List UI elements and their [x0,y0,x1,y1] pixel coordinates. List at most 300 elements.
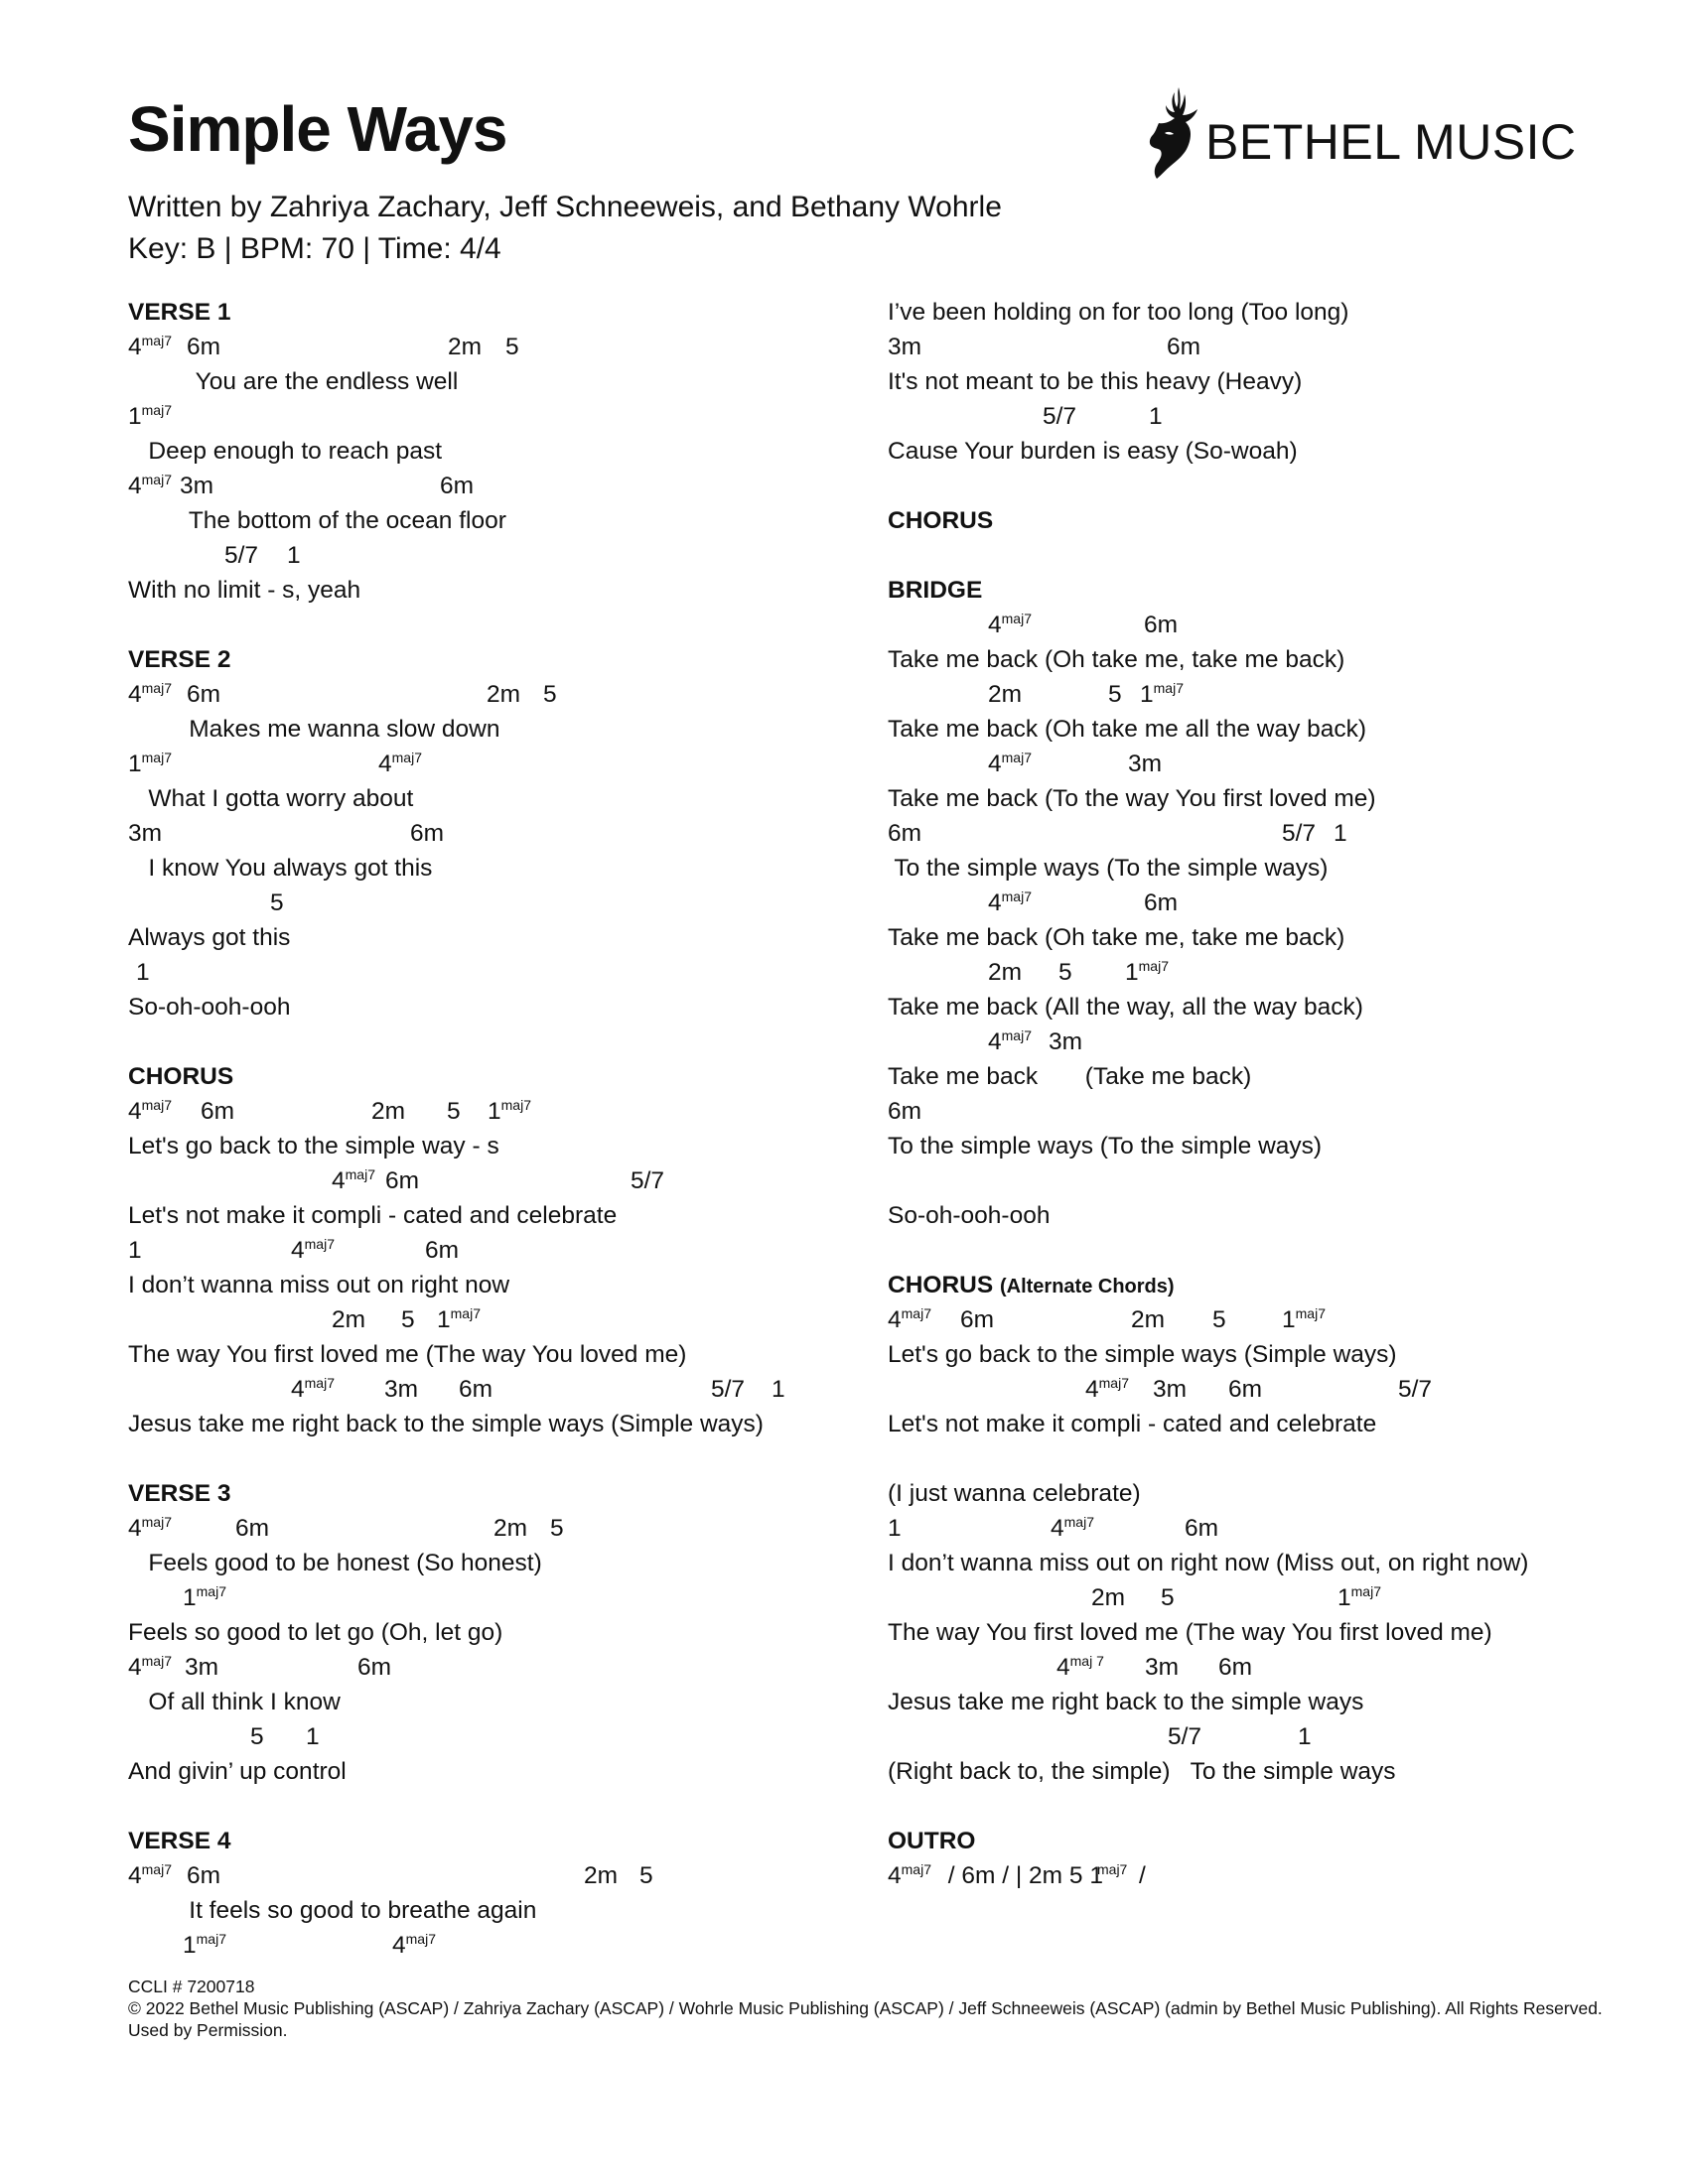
chord [1167,330,1200,364]
chord-root: 5 [639,1862,653,1889]
chord [1051,1511,1094,1549]
chord [1161,1580,1175,1615]
chord-line [888,1511,1583,1546]
chord [250,1719,264,1754]
chord [270,886,284,920]
chord [888,816,921,851]
left-column [128,295,843,1963]
chord-line [888,816,1583,851]
chord [1131,1302,1165,1337]
chord-quality: maj 7 [1069,1653,1104,1669]
chord [332,1302,365,1337]
chord [888,1302,931,1340]
chord-quality: maj7 [196,1931,226,1947]
chord-root: 5 [1058,959,1072,986]
chord-root: 6m [235,1515,270,1542]
lyric-line: The bottom of the ocean floor [128,507,506,534]
chord [988,1024,1032,1062]
chord-root: 4 [128,334,142,360]
section-heading [128,295,843,330]
chord-root: 4 [291,1237,305,1264]
chord [1056,1650,1104,1688]
chord-root: 2m [988,959,1023,986]
chord-root: 1 [183,1584,197,1611]
blank-line [128,1789,843,1824]
lyric-line: (I just wanna celebrate) [888,1480,1141,1507]
chord-root: 4 [888,1862,902,1889]
chord-line [888,1858,1583,1893]
chord-quality: maj7 [1001,611,1032,626]
section-heading-label: CHORUS [888,1272,994,1298]
chord-root: 6m [960,1306,995,1333]
chord [941,1858,1103,1893]
blank-line [888,538,1583,573]
blank-line [888,1233,1583,1268]
chord-root: 5 [1161,1584,1175,1611]
chord-root: 1 [488,1098,501,1125]
chord [1043,399,1076,434]
chord-root: 5 [270,889,284,916]
chord-root: 4 [988,889,1002,916]
chord-line [128,1928,843,1963]
chord [187,330,220,364]
chord [128,469,172,506]
chord-line [128,1719,843,1754]
right-column [888,295,1583,1893]
section-heading-label: CHORUS [128,1063,234,1090]
chord-root: 5/7 [1398,1376,1433,1403]
chord [128,1650,172,1688]
lyric-line: The way You first loved me (The way You first loved me) [888,1619,1492,1646]
chord [287,538,301,573]
chord [772,1372,785,1407]
section-heading [888,1268,1583,1302]
chord [128,677,172,715]
chord [1218,1650,1252,1685]
chord [128,816,162,851]
chord-root: 5 [543,681,557,708]
chord-root: 3m [384,1376,419,1403]
chord-quality: maj7 [141,1861,172,1877]
section-heading [128,642,843,677]
chord [1185,1511,1218,1546]
deer-head-icon [1144,85,1201,181]
lyric-line: What I gotta worry about [128,785,414,812]
chord-root: 4 [128,1862,142,1889]
chord-quality: maj7 [1153,680,1184,696]
chord [187,1858,220,1893]
chord-root: 6m [440,473,475,499]
chord [1128,747,1162,781]
chord-root: 1 [136,959,150,986]
chord-root: / [1139,1862,1146,1889]
chord-root: 5 [401,1306,415,1333]
blank-line [888,469,1583,503]
chord-line [128,1372,843,1407]
chord-root: 6m [187,334,221,360]
chord-line [128,1858,843,1893]
chord [425,1233,459,1268]
chord [384,1372,418,1407]
song-writers: Written by Zahriya Zachary, Jeff Schneeweis, and Bethany Wohrle [128,191,1002,223]
chord [1282,816,1316,851]
section-heading-label: VERSE 3 [128,1480,231,1507]
chord [128,747,172,784]
chord [505,330,519,364]
chord [1108,677,1122,712]
chord-line [128,955,843,990]
chord [988,886,1032,923]
chord-quality: maj7 [141,472,172,487]
chord-root: 2m [988,681,1023,708]
section-heading [888,1824,1583,1858]
chord-root: 1 [306,1723,320,1750]
chord-line [888,677,1583,712]
chord-quality: maj7 [304,1375,335,1391]
chord [1144,886,1178,920]
chord-quality: maj7 [1001,888,1032,904]
chord-root: 1 [128,751,142,777]
chord [1149,399,1163,434]
chord-line [128,747,843,781]
chord-line [128,1302,843,1337]
chord-quality: maj7 [405,1931,436,1947]
chord [1212,1302,1226,1337]
chord-line [888,886,1583,920]
lyric-line: Jesus take me right back to the simple ways [888,1689,1364,1715]
lyric-line: And givin’ up control [128,1758,347,1785]
chord [988,955,1022,990]
chord [1228,1372,1262,1407]
chord-line [128,816,843,851]
chord-quality: maj7 [1063,1514,1094,1530]
chord [493,1511,527,1546]
footer [128,1976,1608,2041]
lyric-line: Cause Your burden is easy (So-woah) [888,438,1298,465]
blank-line [888,1163,1583,1198]
chord-root: 5 [1108,681,1122,708]
chord-line [128,399,843,434]
lyric-line: Take me back (Oh take me all the way back) [888,716,1367,743]
chord-line [888,1580,1583,1615]
chord-root: 6m [385,1167,420,1194]
chord-root: 5/7 [1168,1723,1202,1750]
lyric-line: I don’t wanna miss out on right now (Miss out, on right now) [888,1550,1529,1576]
chord-root: 2m [448,334,483,360]
chord-line [888,747,1583,781]
chord-root: 6m [1144,889,1179,916]
chord [235,1511,269,1546]
chord-root: 6m [1185,1515,1219,1542]
chord [128,330,172,367]
chord [459,1372,492,1407]
chord-quality: maj7 [1295,1305,1326,1321]
chord-quality: maj7 [391,750,422,765]
chord [1139,1858,1146,1893]
chord-root: 6m [1167,334,1201,360]
section-heading [128,1824,843,1858]
chord [183,1580,226,1618]
lyric-line: I don’t wanna miss out on right now [128,1272,510,1298]
lyric-line: Take me back (Oh take me, take me back) [888,646,1345,673]
chord-root: 1 [128,403,142,430]
chord-root: 6m [357,1654,392,1681]
chord [1153,1372,1187,1407]
blank-line [888,1789,1583,1824]
chord-root: 2m [584,1862,619,1889]
chord-root: 5 [447,1098,461,1125]
lyric-line: Let's go back to the simple ways (Simple ways) [888,1341,1397,1368]
chord-line [888,1719,1583,1754]
chord-root: 5 [1212,1306,1226,1333]
chord [437,1302,481,1340]
chord [448,330,482,364]
chord [488,1094,531,1132]
lyric-line: Let's not make it compli - cated and celebrate [888,1411,1377,1437]
chord [180,469,213,503]
chord-root: 1 [1149,403,1163,430]
chord-root: 4 [378,751,392,777]
section-heading-label: BRIDGE [888,577,983,604]
chord-root: 6m [1218,1654,1253,1681]
chord [392,1928,436,1966]
chord [201,1094,234,1129]
lyric-line: So-oh-ooh-ooh [128,994,291,1021]
lyric-line: To the simple ways (To the simple ways) [888,855,1329,882]
chord [447,1094,461,1129]
chord-quality: maj7 [450,1305,481,1321]
section-heading [888,503,1583,538]
chord [410,816,444,851]
chord-line [128,1094,843,1129]
chord-root: 6m [888,820,922,847]
chord-line [128,1650,843,1685]
lyric-line: To the simple ways (To the simple ways) [888,1133,1323,1160]
lyric-line: With no limit - s, yeah [128,577,361,604]
chord-line [128,677,843,712]
lyric-line: Makes me wanna slow down [128,716,500,743]
chord-root: 3m [128,820,163,847]
blank-line [128,1441,843,1476]
chord [1144,608,1178,642]
lyric-line: Of all think I know [128,1689,341,1715]
chord [1298,1719,1312,1754]
section-heading [888,573,1583,608]
chord [1145,1650,1179,1685]
chord-root: 6m [459,1376,493,1403]
lyric-line: You are the endless well [128,368,459,395]
chord [440,469,474,503]
chord-root: 4 [888,1306,902,1333]
chord [401,1302,415,1337]
chord [1398,1372,1432,1407]
chord-root: 4 [128,473,142,499]
chord-root: 2m [1131,1306,1166,1333]
chord [1049,1024,1082,1059]
chord-root: 5/7 [631,1167,665,1194]
chord-line [128,1580,843,1615]
chord-root: 4 [291,1376,305,1403]
chord [639,1858,653,1893]
chord-root: 4 [332,1167,346,1194]
chord [1282,1302,1326,1340]
chord [988,608,1032,645]
brand-name: BETHEL MUSIC [1205,114,1577,170]
chord-root: 1 [287,542,301,569]
section-heading-label: VERSE 2 [128,646,231,673]
section-heading-label: OUTRO [888,1828,976,1854]
chord-line [128,1511,843,1546]
section-heading-label: VERSE 4 [128,1828,231,1854]
song-title: Simple Ways [128,93,507,165]
chord-root: 4 [128,1654,142,1681]
chord [136,955,150,990]
chord-root: 1 [1282,1306,1296,1333]
chord-root: 1 [888,1515,902,1542]
chord-quality: maj7 [1001,1027,1032,1043]
chord-root: 1 [772,1376,785,1403]
chord [960,1302,994,1337]
chord [1125,955,1169,993]
chord [183,1928,226,1966]
chord-root: 5/7 [224,542,259,569]
chord-quality: maj7 [141,402,172,418]
bethel-music-logo [1144,85,1577,181]
lyric-line: Let's go back to the simple way - s [128,1133,499,1160]
section-heading-label: VERSE 1 [128,299,231,326]
chord [1337,1580,1381,1618]
lyric-line: So-oh-ooh-ooh [888,1202,1051,1229]
chord-quality: maj7 [141,333,172,348]
blank-line [888,1441,1583,1476]
chord-root: 5/7 [1282,820,1317,847]
lyric-line: (Right back to, the simple) To the simple ways [888,1758,1396,1785]
chord-root: / 6m / | 2m 5 1 [941,1862,1103,1889]
chord-quality: maj7 [500,1097,531,1113]
chord [128,1858,172,1896]
chord-root: 1 [1125,959,1139,986]
chord [291,1233,335,1271]
lyric-line: Feels so good to let go (Oh, let go) [128,1619,503,1646]
chord-root: 2m [487,681,521,708]
chord-line [128,886,843,920]
chord-root: 4 [988,1028,1002,1055]
chord-root: 6m [1228,1376,1263,1403]
chord-quality: maj7 [1138,958,1169,974]
lyric-line: Let's not make it compli - cated and celebrate [128,1202,618,1229]
chord-quality: maj7 [141,750,172,765]
chord-root: 1 [128,1237,142,1264]
chord-root: 5 [505,334,519,360]
chord-root: 4 [1051,1515,1064,1542]
chord-root: 4 [128,1515,142,1542]
chord-quality: maj7 [196,1583,226,1599]
chord-root: 4 [128,1098,142,1125]
chord-root: 6m [888,1098,922,1125]
chord-root: 1 [1298,1723,1312,1750]
lyric-line: I know You always got this [128,855,433,882]
lyric-line: Take me back (To the way You first loved me) [888,785,1376,812]
lyric-line: Jesus take me right back to the simple ways (Simple ways) [128,1411,764,1437]
chord-root: 1 [1337,1584,1351,1611]
chord-quality: maj7 [1097,1861,1128,1877]
blank-line [128,608,843,642]
chord-root: 3m [888,334,922,360]
chord-root: 5/7 [711,1376,746,1403]
chord [357,1650,391,1685]
lyric-line: Always got this [128,924,291,951]
chord [1168,1719,1201,1754]
chord-root: 3m [1049,1028,1083,1055]
chord-line [888,330,1583,364]
chord-line [888,1302,1583,1337]
chord-line [888,399,1583,434]
lyric-line: It's not meant to be this heavy (Heavy) [888,368,1303,395]
chord [378,747,422,784]
chord-root: 6m [410,820,445,847]
chord-root: 2m [1091,1584,1126,1611]
chord-root: 6m [201,1098,235,1125]
chord-line [888,608,1583,642]
chord [1058,955,1072,990]
chord-line [888,1094,1583,1129]
lyric-line: Take me back (All the way, all the way back) [888,994,1363,1021]
chord [128,1233,142,1268]
chord-root: 2m [371,1098,406,1125]
chord-root: 6m [187,1862,221,1889]
chord [306,1719,320,1754]
chord [1091,1580,1125,1615]
lyric-line: Take me back (Take me back) [888,1063,1252,1090]
chord [550,1511,564,1546]
chord [487,677,520,712]
chord-quality: maj7 [1350,1583,1381,1599]
chord [371,1094,405,1129]
chord-root: 4 [392,1932,406,1959]
chord [888,1094,921,1129]
chord-quality: maj7 [1098,1375,1129,1391]
chord [187,677,220,712]
chord-quality: maj7 [1001,750,1032,765]
chord-root: 2m [493,1515,528,1542]
copyright-notice: © 2022 Bethel Music Publishing (ASCAP) / Zahriya Zachary (ASCAP) / Wohrle Music Publishing (ASCAP) / Jeff Schneeweis (ASCAP) (admin by Bethel Music Publishing). All Rights Reserved. Used by Permission. [128,1998,1603,2040]
chord-line [888,1024,1583,1059]
chord [631,1163,664,1198]
chord-root: 6m [1144,612,1179,638]
chord-line [128,330,843,364]
chord-quality: maj7 [901,1861,931,1877]
chord [385,1163,419,1198]
chord-root: 4 [988,751,1002,777]
chord-root: 1 [437,1306,451,1333]
chord [1334,816,1347,851]
chord-root: 4 [1056,1654,1070,1681]
chord-quality: maj7 [345,1166,375,1182]
chord-root: 6m [425,1237,460,1264]
chord [291,1372,335,1410]
chord [584,1858,618,1893]
lyric-line: The way You first loved me (The way You loved me) [128,1341,687,1368]
song-meta: Key: B | BPM: 70 | Time: 4/4 [128,232,501,265]
chord-quality: maj7 [141,680,172,696]
chord-root: 5 [550,1515,564,1542]
chord [543,677,557,712]
chord-quality: maj7 [141,1097,172,1113]
chord-root: 5 [250,1723,264,1750]
blank-line [128,1024,843,1059]
lyric-line: Feels good to be honest (So honest) [128,1550,542,1576]
chord-root: 3m [1145,1654,1180,1681]
